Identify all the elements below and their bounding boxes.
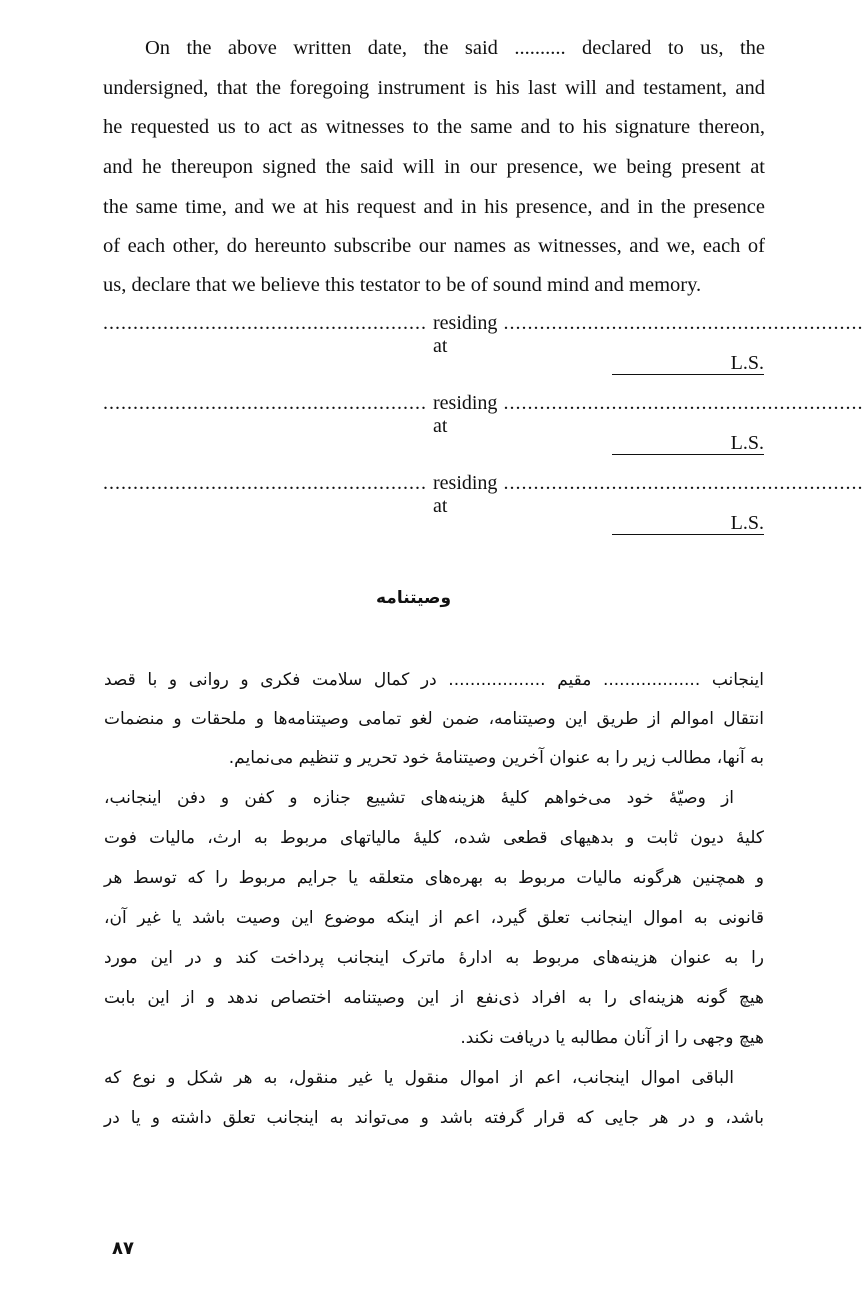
blank-dots: ...................................................... xyxy=(103,472,427,494)
text-line: undersigned, that the foregoing instrument is his last will and testament, and xyxy=(103,77,765,99)
blank-dots: ............................................................ xyxy=(503,472,863,494)
text-line: of each other, do hereunto subscribe our names as witnesses, and we, each of xyxy=(103,235,765,257)
text-line: the same time, and we at his request and in his presence, and in the presence xyxy=(103,196,765,218)
text-line: هیچ گونه هزینه‌ای را به افراد ذی‌نفع از این وصیتنامه اختصاص ندهد و از این بابت xyxy=(104,988,764,1008)
text-line: he requested us to act as witnesses to the same and to his signature thereon, xyxy=(103,116,765,138)
text-line: هیچ وجهی را از آنان مطالبه یا دریافت نکند. xyxy=(460,1028,764,1048)
text-line: را به عنوان هزینه‌های مربوط به ادارهٔ ماترک اینجانب پرداخت کند و در این مورد xyxy=(104,948,764,968)
residing-label: residing at xyxy=(433,392,498,437)
seal-signature-line: L.S. xyxy=(612,352,764,375)
persian-section-title: وصیتنامه xyxy=(375,588,452,608)
page-number: ۸۷ xyxy=(112,1238,134,1259)
text-line: باشد، و در هر جایی که قرار گرفته باشد و می‌تواند به اینجانب تعلق داشته و یا در xyxy=(104,1108,764,1128)
seal-signature-line: L.S. xyxy=(612,512,764,535)
blank-dots: ...................................................... xyxy=(103,392,427,414)
blank-dots: ............................................................ xyxy=(503,312,863,334)
text-line: کلیهٔ دیون ثابت و بدهیهای قطعی شده، کلیهٔ مالیاتهای مربوط به ارث، مالیات فوت xyxy=(104,828,764,848)
text-line: و همچنین هرگونه مالیات مربوط به بهره‌های متعلقه یا جرایم مربوط را که توسط هر xyxy=(104,868,764,888)
text-line: الباقی اموال اینجانب، اعم از اموال منقول یا غیر منقول، به هر شکل و نوع که xyxy=(104,1068,734,1088)
text-line: and he thereupon signed the said will in our presence, we being present at xyxy=(103,156,765,178)
text-line: us, declare that we believe this testator to be of sound mind and memory. xyxy=(103,274,702,296)
blank-dots: ...................................................... xyxy=(103,312,427,334)
text-line: به آنها، مطالب زیر را به عنوان آخرین وصیتنامهٔ خود تحریر و تنظیم می‌نمایم. xyxy=(228,748,764,768)
text-line: از وصیّهٔ خود می‌خواهم کلیهٔ هزینه‌های تشییع جنازه و کفن و دفن اینجانب، xyxy=(104,788,734,808)
text-line: انتقال اموالم از طریق این وصیتنامه، ضمن لغو تمامی وصیتنامه‌ها و ملحقات و منضمات xyxy=(104,709,764,729)
text-line: قانونی به اموال اینجانب تعلق گیرد، اعم از اینکه موضوع این وصیت باشد یا غیر آن، xyxy=(104,908,764,928)
residing-label: residing at xyxy=(433,472,498,517)
text-line: On the above written date, the said .......... declared to us, the xyxy=(145,37,765,59)
blank-dots: ............................................................ xyxy=(503,392,863,414)
residing-label: residing at xyxy=(433,312,498,357)
seal-signature-line: L.S. xyxy=(612,432,764,455)
text-line: اینجانب .................. مقیم .................. در کمال سلامت فکری و روانی و با قصد xyxy=(104,670,764,690)
